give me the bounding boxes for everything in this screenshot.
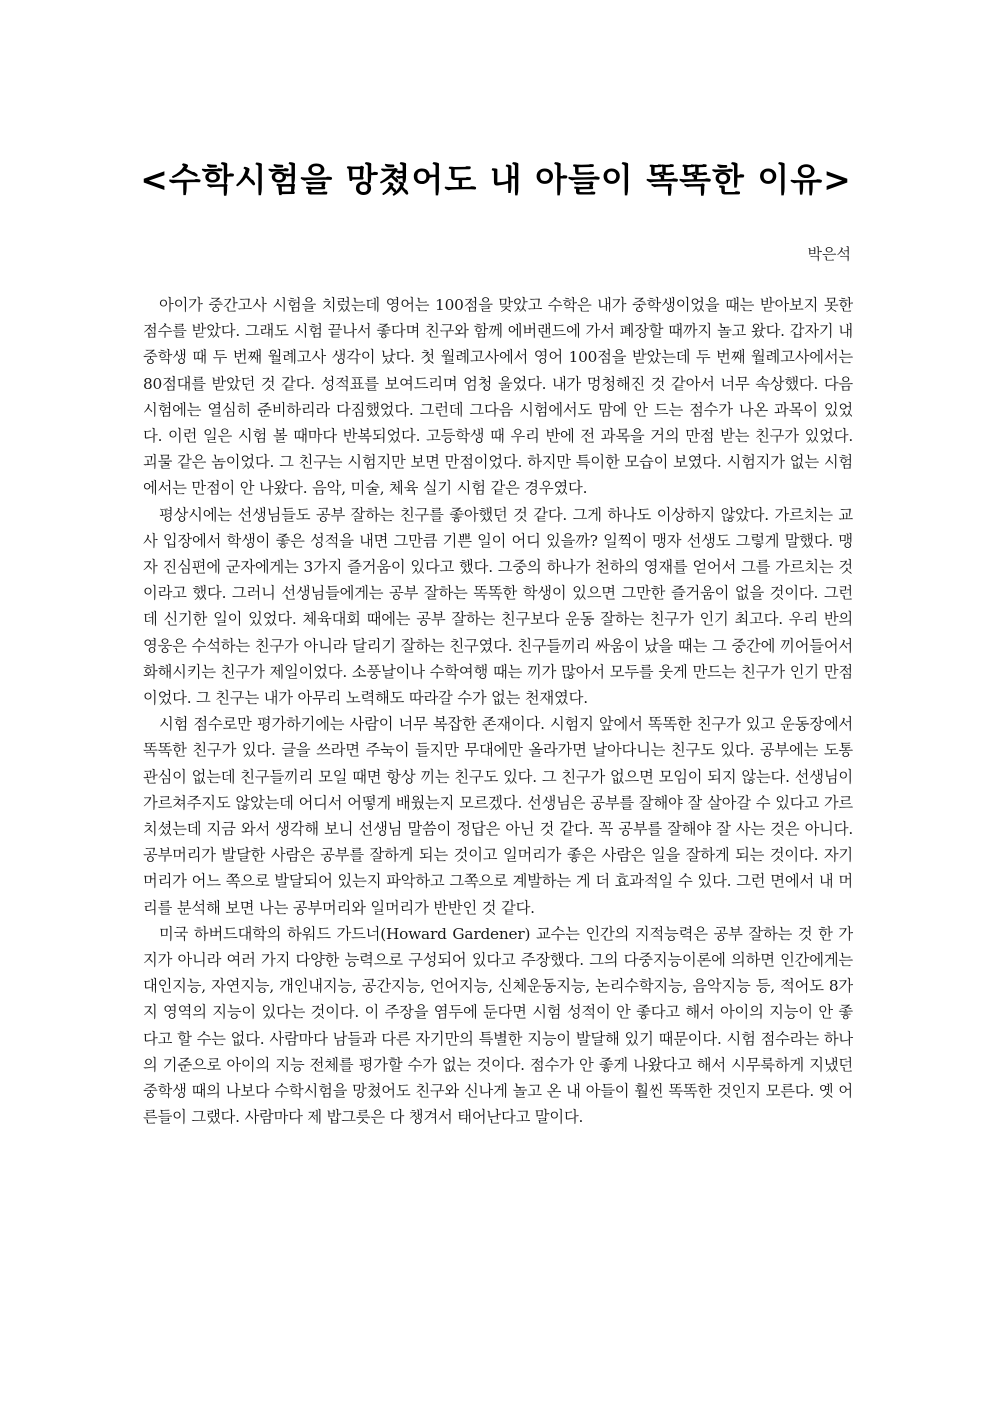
- author-name: 박은석: [807, 245, 851, 263]
- paragraph-1: 아이가 중간고사 시험을 치렀는데 영어는 100점을 맞았고 수학은 내가 중학생이었을 때는 받아보지 못한 점수를 받았다. 그래도 시험 끝나서 좋다며 친구와 함께 에버랜드에 가서 폐장할 때까지 놀고 왔다. 갑자기 내 중학생 때 두 번째 월례고사 생각이 났다. 첫 월례고사에서 영어 100점을 받았는데 두 번째 월례고사에서는 80점대를 받았던 것 같다. 성적표를 보여드리며 엄청 울었다. 내가 멍청해진 것 같아서 너무 속상했다. 다음 시험에는 열심히 준비하리라 다짐했었다. 그런데 그다음 시험에서도 맘에 안 드는 점수가 나온 과목이 있었다. 이런 일은 시험 볼 때마다 반복되었다. 고등학생 때 우리 반에 전 과목을 거의 만점 받는 친구가 있었다. 괴물 같은 놈이었다. 그 친구는 시험지만 보면 만점이었다. 하지만 특이한 모습이 보였다. 시험지가 없는 시험에서는 만점이 안 나왔다. 음악, 미술, 체육 실기 시험 같은 경우였다.: [143, 296, 853, 498]
- document-title: <수학시험을 망쳤어도 내 아들이 똑똑한 이유>: [140, 160, 852, 199]
- paragraph-3: 시험 점수로만 평가하기에는 사람이 너무 복잡한 존재이다. 시험지 앞에서 똑똑한 친구가 있고 운동장에서 똑똑한 친구가 있다. 글을 쓰라면 주눅이 들지만 무대에만 올라가면 날아다니는 친구도 있다. 공부에는 도통 관심이 없는데 친구들끼리 모일 때면 항상 끼는 친구도 있다. 그 친구가 없으면 모임이 되지 않는다. 선생님이 가르쳐주지도 않았는데 어디서 어떻게 배웠는지 모르겠다. 선생님은 공부를 잘해야 잘 살아갈 수 있다고 가르치셨는데 지금 와서 생각해 보니 선생님 말씀이 정답은 아닌 것 같다. 꼭 공부를 잘해야 잘 사는 것은 아니다. 공부머리가 발달한 사람은 공부를 잘하게 되는 것이고 일머리가 좋은 사람은 일을 잘하게 되는 것이다. 자기 머리가 어느 쪽으로 발달되어 있는지 파악하고 그쪽으로 계발하는 게 더 효과적일 수 있다. 그런 면에서 내 머리를 분석해 보면 나는 공부머리와 일머리가 반반인 것 같다.: [143, 715, 853, 917]
- paragraph-2: 평상시에는 선생님들도 공부 잘하는 친구를 좋아했던 것 같다. 그게 하나도 이상하지 않았다. 가르치는 교사 입장에서 학생이 좋은 성적을 내면 그만큼 기쁜 일이 어디 있을까? 일찍이 맹자 선생도 그렇게 말했다. 맹자 진심편에 군자에게는 3가지 즐거움이 있다고 했다. 그중의 하나가 천하의 영재를 얻어서 그를 가르치는 것이라고 했다. 그러니 선생님들에게는 공부 잘하는 똑똑한 학생이 있으면 그만한 즐거움이 없을 것이다. 그런데 신기한 일이 있었다. 체육대회 때에는 공부 잘하는 친구보다 운동 잘하는 친구가 인기 최고다. 우리 반의 영웅은 수석하는 친구가 아니라 달리기 잘하는 친구였다. 친구들끼리 싸움이 났을 때는 그 중간에 끼어들어서 화해시키는 친구가 제일이었다. 소풍날이나 수학여행 때는 끼가 많아서 모두를 웃게 만드는 친구가 인기 만점이었다. 그 친구는 내가 아무리 노력해도 따라갈 수가 없는 천재였다.: [143, 505, 853, 708]
- paragraph-4: 미국 하버드대학의 하워드 가드너(Howard Gardener) 교수는 인간의 지적능력은 공부 잘하는 것 한 가지가 아니라 여러 가지 다양한 능력으로 구성되어 있다고 주장했다. 그의 다중지능이론에 의하면 인간에게는 대인지능, 자연지능, 개인내지능, 공간지능, 언어지능, 신체운동지능, 논리수학지능, 음악지능 등, 적어도 8가지 영역의 지능이 있다는 것이다. 이 주장을 염두에 둔다면 시험 성적이 안 좋다고 해서 아이의 지능이 안 좋다고 할 수는 없다. 사람마다 남들과 다른 자기만의 특별한 지능이 발달해 있기 때문이다. 시험 점수라는 하나의 기준으로 아이의 지능 전체를 평가할 수가 없는 것이다. 점수가 안 좋게 나왔다고 해서 시무룩하게 지냈던 중학생 때의 나보다 수학시험을 망쳤어도 친구와 신나게 놀고 온 내 아들이 훨씬 똑똑한 것인지 모른다. 옛 어른들이 그랬다. 사람마다 제 밥그릇은 다 챙겨서 태어난다고 말이다.: [143, 924, 853, 1127]
- document-body: [143, 292, 853, 1131]
